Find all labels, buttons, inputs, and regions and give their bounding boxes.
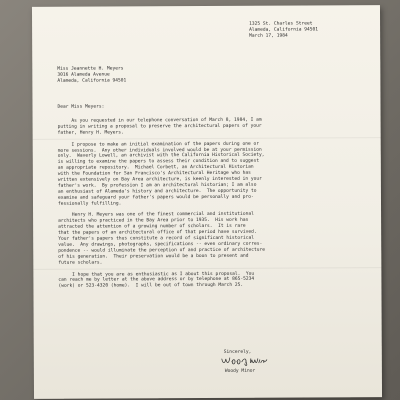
body-line: examine and safeguard your father's papers would be personally and pro- xyxy=(57,194,254,201)
sender-city: Alameda, California 94501 xyxy=(249,27,319,33)
body-line: architects who practiced in the Bay Area prior to 1935. His work has xyxy=(58,218,249,225)
body-line: value. Any drawings, photographs, specifications -- even ordinary corres- xyxy=(58,241,263,248)
body-line: with the Foundation for San Francisco's Architectural Heritage who has xyxy=(57,170,251,177)
body-line: attracted the attention of a growing number of scholars. It is rare xyxy=(58,224,246,231)
paragraph xyxy=(58,271,368,290)
recipient-street: 3016 Alameda Avenue xyxy=(57,72,110,78)
body-line: written extensively on Bay Area architecture, is keenly interested in your xyxy=(57,176,262,183)
sender-address xyxy=(249,21,318,39)
body-line: fessionally fulfilling. xyxy=(57,201,122,207)
signer-name: Woody Minor xyxy=(224,368,256,374)
sender-street: 1325 St. Charles Street xyxy=(249,21,313,27)
body-line: Henry H. Meyers was one of the finest commercial and institutional xyxy=(58,212,254,219)
body-line: only. Waverly Lowell, an archivist with the California Historical Society, xyxy=(57,153,265,160)
body-line: is willing to examine the papers to assess their condition and to suggest xyxy=(57,159,260,166)
recipient-city: Alameda, California 94501 xyxy=(57,78,127,84)
body-line: an appropriate repository. Michael Corbett, an Architectural Historian xyxy=(57,164,254,172)
recipient-name: Miss Jeannette H. Meyers xyxy=(57,66,124,72)
body-line: pondence -- would illuminate the perception of and practice of architecture xyxy=(58,247,266,254)
body-line: I propose to make an initial examination of the papers during one or xyxy=(57,141,260,148)
body-line: (work) or 523-4320 (home). I will be out of town through March 25. xyxy=(58,283,244,290)
recipient-address xyxy=(57,66,126,84)
body-line: father's work. By profession I am an architectural historian; I am also xyxy=(57,182,257,189)
paragraph xyxy=(58,117,368,136)
salutation: Dear Miss Meyers: xyxy=(57,104,105,110)
body-line: of his generation. Their preservation would be a boon to present and xyxy=(58,253,249,260)
body-line: future scholars. xyxy=(58,260,103,266)
body-line: father, Henry H. Meyers. xyxy=(57,130,124,136)
closing: Sincerely, xyxy=(223,349,252,355)
letter-body xyxy=(58,117,369,296)
body-line: putting in writing a proposal to preserve the architectural papers of your xyxy=(57,123,262,130)
body-line: more sessions. Any other individuals involved would be at your permission xyxy=(57,147,262,154)
body-line: an enthusiast of Alameda's history and architecture. The opportunity to xyxy=(57,188,257,195)
body-line: Your father's papers thus constitute a record of significant historical xyxy=(58,235,254,242)
body-line: that the papers of an architectural office of that period have survived. xyxy=(58,229,257,236)
body-line: can reach me by letter at the above address or by telephone at 865-5234 xyxy=(58,277,255,284)
signature-icon xyxy=(220,355,268,367)
body-line: I hope that you are as enthusiastic as I about this proposal. You xyxy=(58,271,255,278)
paragraph xyxy=(58,141,368,208)
letter-date: March 17, 1984 xyxy=(249,33,288,39)
body-line: As you requested in our telephone conversation of March 8, 1984, I am xyxy=(57,117,262,124)
paragraph xyxy=(58,212,368,267)
letter-page xyxy=(32,5,382,399)
